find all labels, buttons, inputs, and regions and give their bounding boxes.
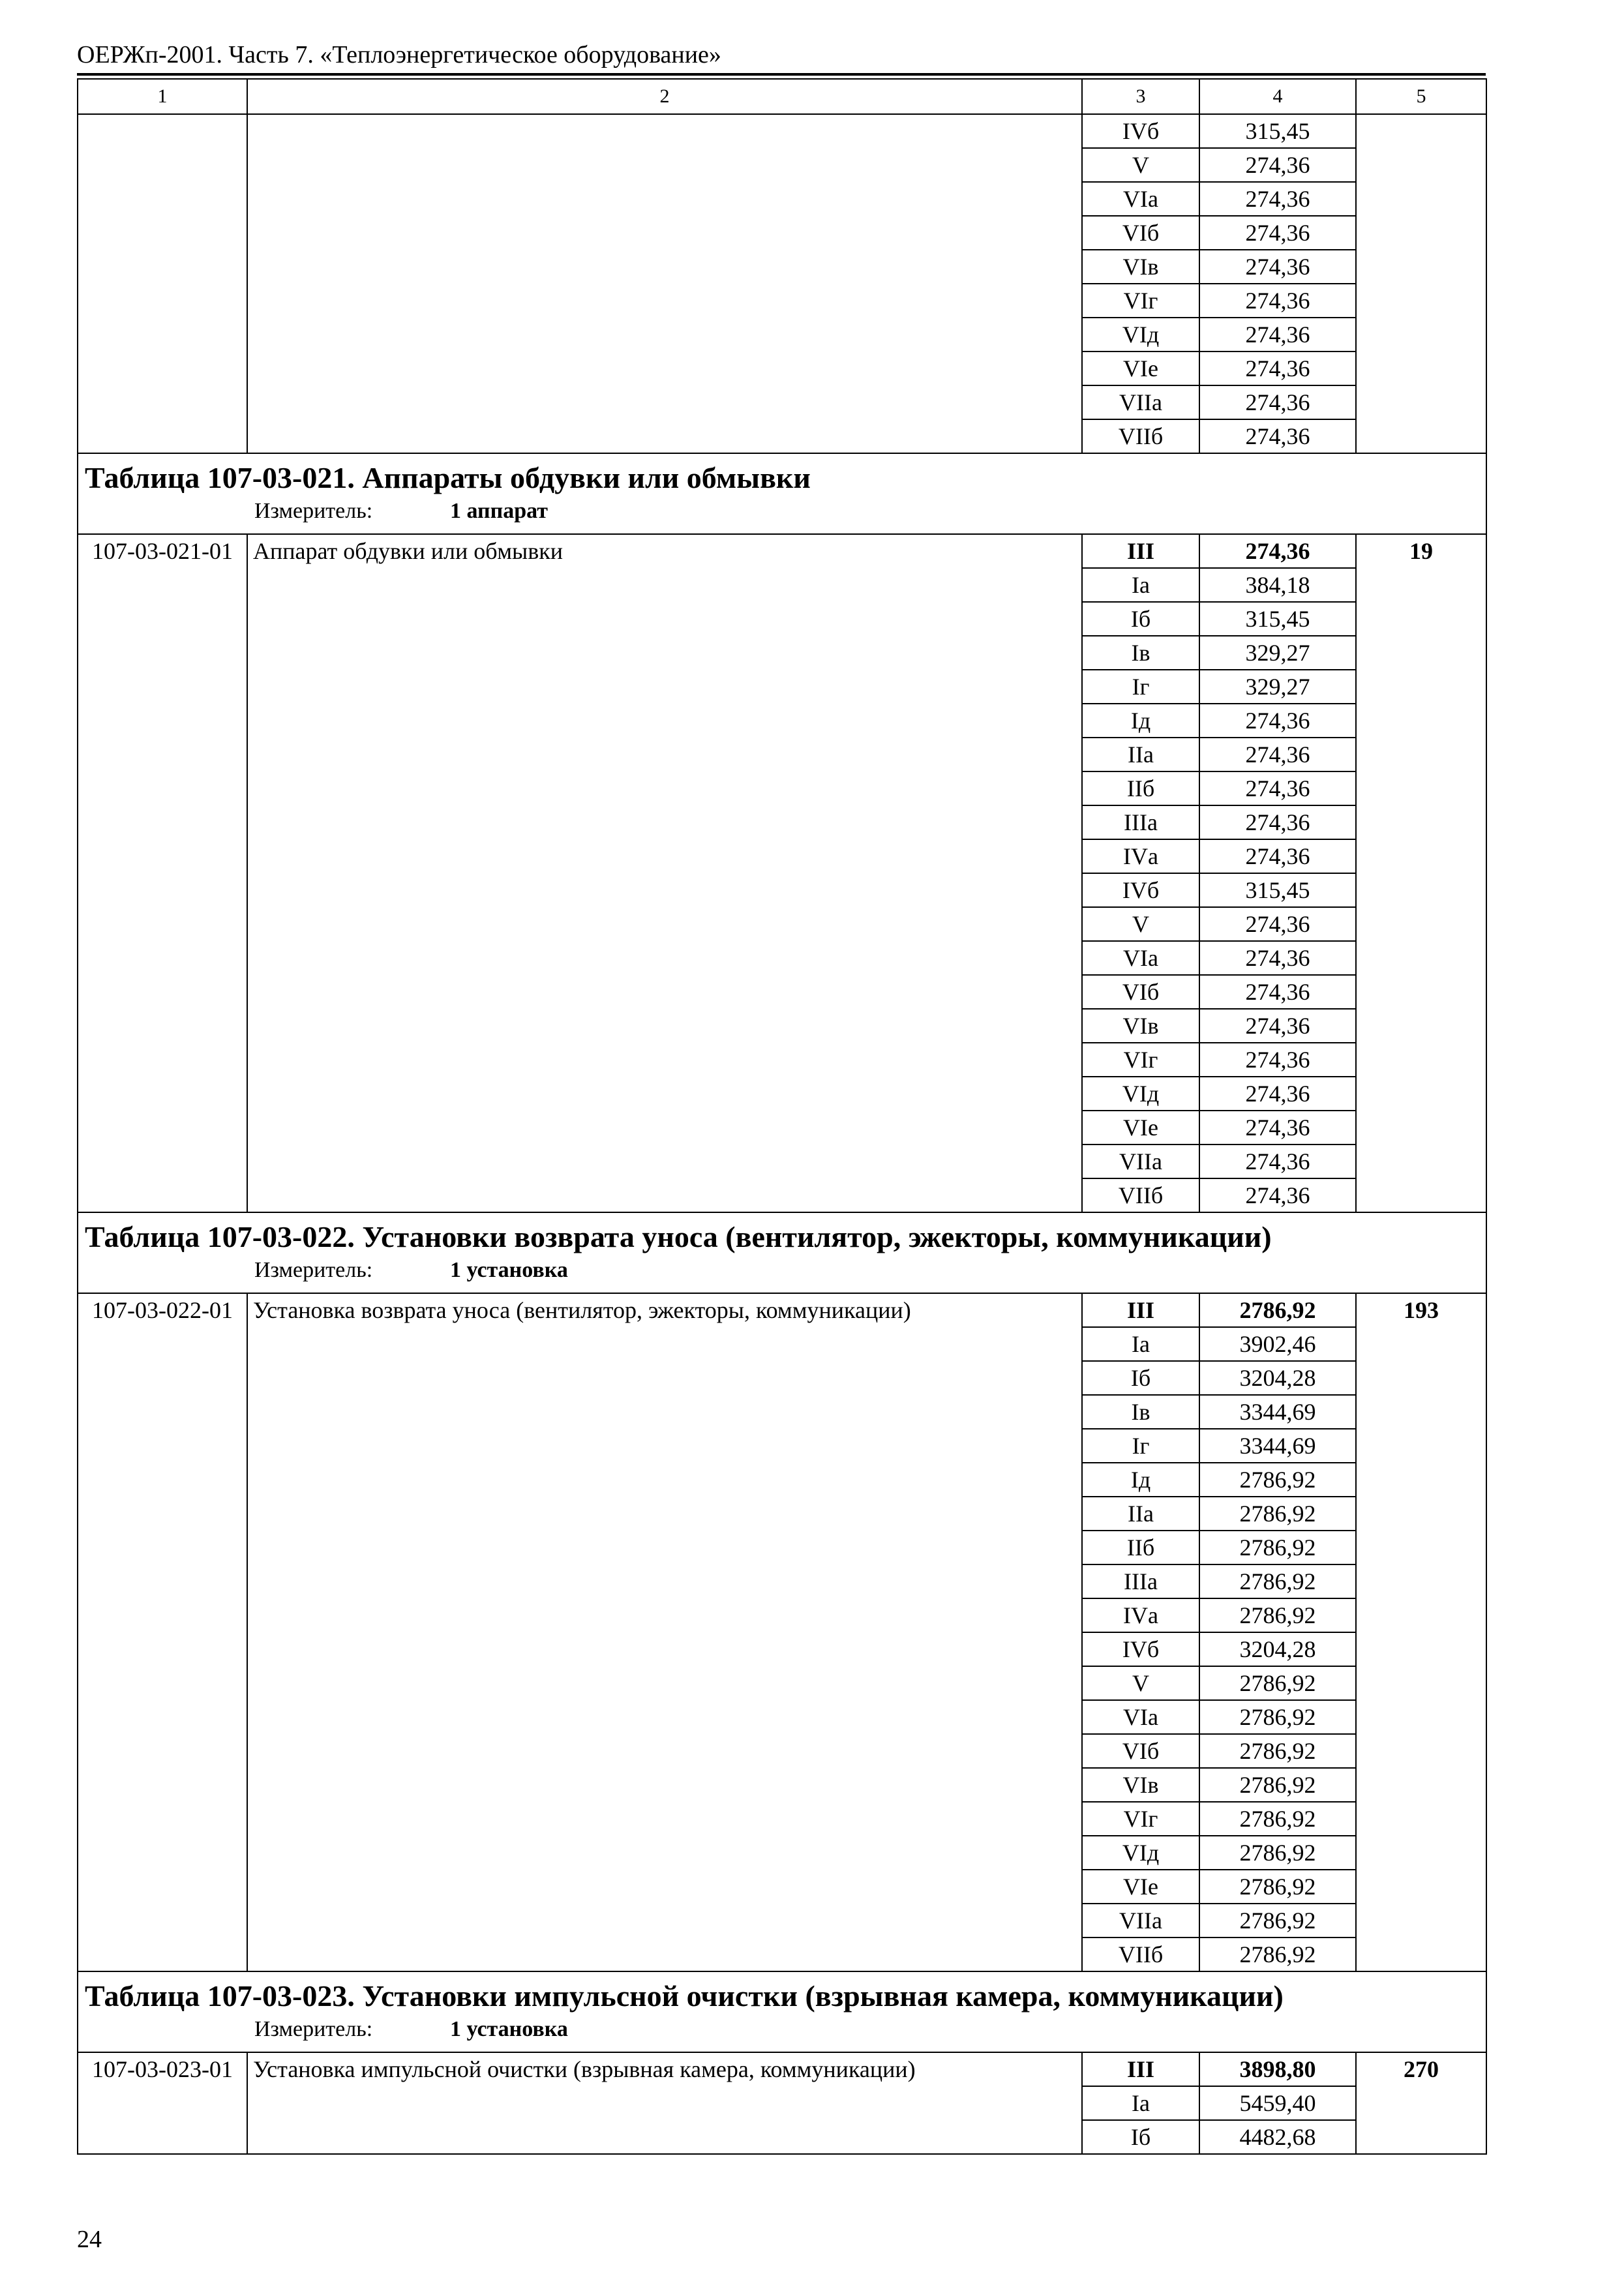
unit-line — [78, 2015, 1486, 2044]
category-cell: VIд — [1082, 1077, 1199, 1111]
value-cell: 274,36 — [1199, 1043, 1356, 1077]
category-cell: VIв — [1082, 1009, 1199, 1043]
document-header: ОЕРЖп-2001. Часть 7. «Теплоэнергетическое оборудование» — [77, 41, 721, 68]
table-title: Таблица 107-03-021. Аппараты обдувки или обмывки — [85, 461, 811, 494]
unit-line — [78, 497, 1486, 526]
category-cell: IIIа — [1082, 805, 1199, 839]
category-cell: VIг — [1082, 284, 1199, 318]
category-cell: VIIа — [1082, 385, 1199, 419]
value-cell: 329,27 — [1199, 670, 1356, 704]
category-cell: Iв — [1082, 1395, 1199, 1429]
name-cell: Аппарат обдувки или обмывки — [247, 534, 1082, 1212]
category-cell: Iд — [1082, 704, 1199, 738]
value-cell: 2786,92 — [1199, 1293, 1356, 1327]
category-cell: Iв — [1082, 636, 1199, 670]
category-cell: VIб — [1082, 216, 1199, 250]
value-cell: 274,36 — [1199, 1009, 1356, 1043]
value-cell: 3902,46 — [1199, 1327, 1356, 1361]
category-cell: VIе — [1082, 352, 1199, 385]
col5-cell: 270 — [1356, 2052, 1486, 2154]
value-cell: 3898,80 — [1199, 2052, 1356, 2086]
value-cell: 3204,28 — [1199, 1361, 1356, 1395]
value-cell: 274,36 — [1199, 1144, 1356, 1178]
category-cell: VIIа — [1082, 1904, 1199, 1937]
value-cell: 3344,69 — [1199, 1429, 1356, 1463]
value-cell: 2786,92 — [1199, 1598, 1356, 1632]
rates-table — [77, 78, 1487, 2155]
value-cell: 274,36 — [1199, 250, 1356, 284]
unit-label: Измеритель: — [254, 2017, 373, 2041]
table-title-cell — [78, 453, 1486, 534]
category-cell: VIв — [1082, 250, 1199, 284]
value-cell: 274,36 — [1199, 216, 1356, 250]
value-cell: 2786,92 — [1199, 1768, 1356, 1802]
category-cell: Iб — [1082, 2120, 1199, 2154]
category-cell: Iг — [1082, 1429, 1199, 1463]
table-row — [78, 2052, 1486, 2086]
value-cell: 329,27 — [1199, 636, 1356, 670]
unit-line — [78, 1256, 1486, 1285]
category-cell: Iа — [1082, 568, 1199, 602]
column-header: 5 — [1356, 79, 1486, 114]
col5-cell: 19 — [1356, 534, 1486, 1212]
table-title-row — [78, 1971, 1486, 2052]
value-cell: 2786,92 — [1199, 1700, 1356, 1734]
col5-cell: 193 — [1356, 1293, 1486, 1971]
table-title-row — [78, 1212, 1486, 1293]
category-cell: VIIб — [1082, 419, 1199, 453]
unit-label: Измеритель: — [254, 499, 373, 523]
value-cell: 2786,92 — [1199, 1802, 1356, 1836]
category-cell: III — [1082, 1293, 1199, 1327]
value-cell: 274,36 — [1199, 975, 1356, 1009]
name-cell — [247, 114, 1082, 453]
value-cell: 315,45 — [1199, 602, 1356, 636]
value-cell: 315,45 — [1199, 114, 1356, 148]
category-cell: VIб — [1082, 1734, 1199, 1768]
column-header: 2 — [247, 79, 1082, 114]
value-cell: 274,36 — [1199, 907, 1356, 941]
value-cell: 315,45 — [1199, 873, 1356, 907]
code-cell: 107-03-023-01 — [78, 2052, 247, 2154]
category-cell: IIа — [1082, 738, 1199, 771]
value-cell: 4482,68 — [1199, 2120, 1356, 2154]
category-cell: VIа — [1082, 941, 1199, 975]
category-cell: III — [1082, 2052, 1199, 2086]
column-header: 3 — [1082, 79, 1199, 114]
category-cell: VIб — [1082, 975, 1199, 1009]
value-cell: 274,36 — [1199, 534, 1356, 568]
value-cell: 274,36 — [1199, 771, 1356, 805]
category-cell: IIб — [1082, 1531, 1199, 1564]
value-cell: 2786,92 — [1199, 1531, 1356, 1564]
value-cell: 2786,92 — [1199, 1564, 1356, 1598]
value-cell: 5459,40 — [1199, 2086, 1356, 2120]
category-cell: Iб — [1082, 602, 1199, 636]
category-cell: Iб — [1082, 1361, 1199, 1395]
code-cell: 107-03-021-01 — [78, 534, 247, 1212]
value-cell: 2786,92 — [1199, 1497, 1356, 1531]
table-row — [78, 1293, 1486, 1327]
value-cell: 274,36 — [1199, 148, 1356, 182]
category-cell: IIIа — [1082, 1564, 1199, 1598]
col5-cell — [1356, 114, 1486, 453]
category-cell: V — [1082, 907, 1199, 941]
column-header: 1 — [78, 79, 247, 114]
category-cell: VIа — [1082, 182, 1199, 216]
value-cell: 274,36 — [1199, 385, 1356, 419]
value-cell: 274,36 — [1199, 1178, 1356, 1212]
value-cell: 2786,92 — [1199, 1666, 1356, 1700]
column-header: 4 — [1199, 79, 1356, 114]
category-cell: VIIа — [1082, 1144, 1199, 1178]
value-cell: 2786,92 — [1199, 1937, 1356, 1971]
category-cell: VIг — [1082, 1802, 1199, 1836]
table-title-cell — [78, 1971, 1486, 2052]
code-cell: 107-03-022-01 — [78, 1293, 247, 1971]
value-cell: 274,36 — [1199, 1077, 1356, 1111]
category-cell: Iд — [1082, 1463, 1199, 1497]
category-cell: VIв — [1082, 1768, 1199, 1802]
category-cell: VIIб — [1082, 1937, 1199, 1971]
value-cell: 274,36 — [1199, 839, 1356, 873]
header-rule — [77, 73, 1486, 76]
table-row — [78, 114, 1486, 148]
category-cell: IVа — [1082, 839, 1199, 873]
value-cell: 3344,69 — [1199, 1395, 1356, 1429]
value-cell: 274,36 — [1199, 284, 1356, 318]
value-cell: 2786,92 — [1199, 1904, 1356, 1937]
column-header-row — [78, 79, 1486, 114]
category-cell: Iа — [1082, 2086, 1199, 2120]
table-title: Таблица 107-03-022. Установки возврата уноса (вентилятор, эжекторы, коммуникации) — [85, 1220, 1272, 1253]
table-title-cell — [78, 1212, 1486, 1293]
table-title: Таблица 107-03-023. Установки импульсной очистки (взрывная камера, коммуникации) — [85, 1979, 1284, 2012]
value-cell: 384,18 — [1199, 568, 1356, 602]
unit-value: 1 установка — [450, 2017, 568, 2041]
value-cell: 2786,92 — [1199, 1870, 1356, 1904]
category-cell: IVб — [1082, 1632, 1199, 1666]
value-cell: 274,36 — [1199, 352, 1356, 385]
value-cell: 274,36 — [1199, 182, 1356, 216]
category-cell: VIIб — [1082, 1178, 1199, 1212]
category-cell: VIд — [1082, 318, 1199, 352]
value-cell: 3204,28 — [1199, 1632, 1356, 1666]
category-cell: V — [1082, 1666, 1199, 1700]
table-title-row — [78, 453, 1486, 534]
unit-label: Измеритель: — [254, 1258, 373, 1282]
unit-value: 1 аппарат — [450, 499, 548, 523]
code-cell — [78, 114, 247, 453]
name-cell: Установка импульсной очистки (взрывная камера, коммуникации) — [247, 2052, 1082, 2154]
category-cell: VIд — [1082, 1836, 1199, 1870]
category-cell: IIб — [1082, 771, 1199, 805]
category-cell: VIг — [1082, 1043, 1199, 1077]
category-cell: VIе — [1082, 1111, 1199, 1144]
category-cell: V — [1082, 148, 1199, 182]
category-cell: IVб — [1082, 873, 1199, 907]
category-cell: IIа — [1082, 1497, 1199, 1531]
value-cell: 274,36 — [1199, 1111, 1356, 1144]
category-cell: IVа — [1082, 1598, 1199, 1632]
value-cell: 274,36 — [1199, 704, 1356, 738]
unit-value: 1 установка — [450, 1258, 568, 1282]
category-cell: Iг — [1082, 670, 1199, 704]
category-cell: VIе — [1082, 1870, 1199, 1904]
value-cell: 2786,92 — [1199, 1734, 1356, 1768]
value-cell: 2786,92 — [1199, 1836, 1356, 1870]
value-cell: 274,36 — [1199, 419, 1356, 453]
category-cell: VIа — [1082, 1700, 1199, 1734]
value-cell: 274,36 — [1199, 318, 1356, 352]
value-cell: 274,36 — [1199, 941, 1356, 975]
name-cell: Установка возврата уноса (вентилятор, эжекторы, коммуникации) — [247, 1293, 1082, 1971]
category-cell: III — [1082, 534, 1199, 568]
table-row — [78, 534, 1486, 568]
category-cell: Iа — [1082, 1327, 1199, 1361]
value-cell: 274,36 — [1199, 805, 1356, 839]
category-cell: IVб — [1082, 114, 1199, 148]
value-cell: 274,36 — [1199, 738, 1356, 771]
value-cell: 2786,92 — [1199, 1463, 1356, 1497]
page-number: 24 — [77, 2226, 102, 2253]
